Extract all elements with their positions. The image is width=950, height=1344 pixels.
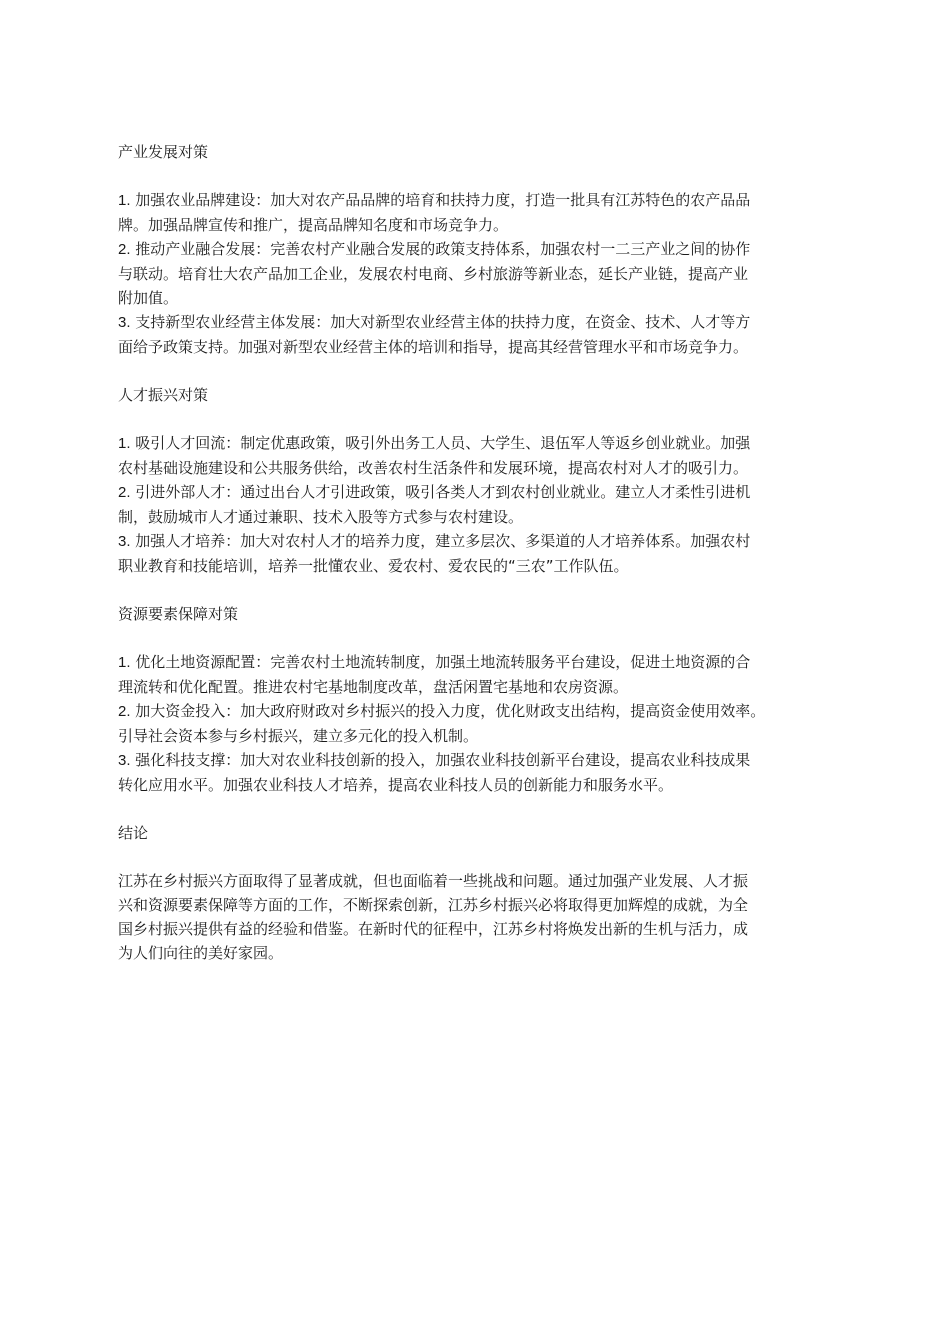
section-conclusion — [118, 821, 834, 965]
item-text: 支持新型农业经营主体发展：加大对新型农业经营主体的扶持力度，在资金、技术、人才等方 — [135, 313, 751, 331]
item-text: 制，鼓励城市人才通过兼职、技术入股等方式参与农村建设。 — [118, 508, 524, 526]
section-heading: 资源要素保障对策 — [118, 605, 239, 623]
paragraph-line: 为人们向往的美好家园。 — [118, 944, 284, 962]
item-text: 推动产业融合发展：完善农村产业融合发展的政策支持体系，加强农村一二三产业之间的协作 — [135, 240, 751, 258]
list-item — [118, 748, 834, 797]
item-text: 职业教育和技能培训，培养一批懂农业、爱农村、爱农民的“三农”工作队伍。 — [118, 557, 629, 575]
item-text: 转化应用水平。加强农业科技人才培养，提高农业科技人员的创新能力和服务水平。 — [118, 776, 674, 794]
item-text: 与联动。培育壮大农产品加工企业，发展农村电商、乡村旅游等新业态，延长产业链，提高产业 — [118, 265, 749, 283]
item-number: 1. — [118, 654, 131, 671]
item-text: 加强农业品牌建设：加大对农产品品牌的培育和扶持力度，打造一批具有江苏特色的农产品品 — [135, 191, 751, 209]
item-text: 农村基础设施建设和公共服务供给，改善农村生活条件和发展环境，提高农村对人才的吸引力。 — [118, 459, 749, 477]
item-text: 强化科技支撑：加大对农业科技创新的投入，加强农业科技创新平台建设，提高农业科技成果 — [135, 751, 751, 769]
paragraph-line: 兴和资源要素保障等方面的工作，不断探索创新，江苏乡村振兴必将取得更加辉煌的成就，为全 — [118, 896, 749, 914]
document-page — [118, 140, 834, 989]
item-number: 3. — [118, 752, 131, 769]
item-text: 理流转和优化配置。推进农村宅基地制度改革，盘活闲置宅基地和农房资源。 — [118, 678, 629, 696]
section-heading: 结论 — [118, 824, 149, 842]
list-item — [118, 529, 834, 578]
conclusion-paragraph — [118, 869, 834, 965]
item-number: 3. — [118, 314, 131, 331]
section-industry — [118, 140, 834, 359]
item-number: 2. — [118, 484, 131, 501]
item-text: 引导社会资本参与乡村振兴，建立多元化的投入机制。 — [118, 727, 479, 745]
item-text: 加强人才培养：加大对农村人才的培养力度，建立多层次、多渠道的人才培养体系。加强农村 — [135, 532, 751, 550]
item-text: 吸引人才回流：制定优惠政策，吸引外出务工人员、大学生、退伍军人等返乡创业就业。加强 — [135, 434, 751, 452]
list-item — [118, 480, 834, 529]
paragraph-line: 国乡村振兴提供有益的经验和借鉴。在新时代的征程中，江苏乡村将焕发出新的生机与活力，成 — [118, 920, 749, 938]
item-number: 2. — [118, 703, 131, 720]
item-text: 牌。加强品牌宣传和推广，提高品牌知名度和市场竞争力。 — [118, 216, 509, 234]
section-heading: 人才振兴对策 — [118, 386, 209, 404]
list-item — [118, 650, 834, 699]
item-number: 1. — [118, 192, 131, 209]
section-resources — [118, 602, 834, 797]
section-heading: 产业发展对策 — [118, 143, 209, 161]
item-text: 引进外部人才：通过出台人才引进政策，吸引各类人才到农村创业就业。建立人才柔性引进机 — [135, 483, 751, 501]
list-item — [118, 699, 834, 748]
item-text: 加大资金投入：加大政府财政对乡村振兴的投入力度，优化财政支出结构，提高资金使用效率。 — [135, 702, 766, 720]
list-item — [118, 188, 834, 237]
item-number: 2. — [118, 241, 131, 258]
list-item — [118, 237, 834, 310]
paragraph-line: 江苏在乡村振兴方面取得了显著成就，但也面临着一些挑战和问题。通过加强产业发展、人才振 — [118, 872, 749, 890]
item-text: 附加值。 — [118, 289, 179, 307]
item-number: 3. — [118, 533, 131, 550]
section-talent — [118, 383, 834, 578]
list-item — [118, 310, 834, 359]
item-text: 优化土地资源配置：完善农村土地流转制度，加强土地流转服务平台建设，促进土地资源的合 — [135, 653, 751, 671]
item-number: 1. — [118, 435, 131, 452]
list-item — [118, 431, 834, 480]
item-text: 面给予政策支持。加强对新型农业经营主体的培训和指导，提高其经营管理水平和市场竞争力。 — [118, 338, 749, 356]
